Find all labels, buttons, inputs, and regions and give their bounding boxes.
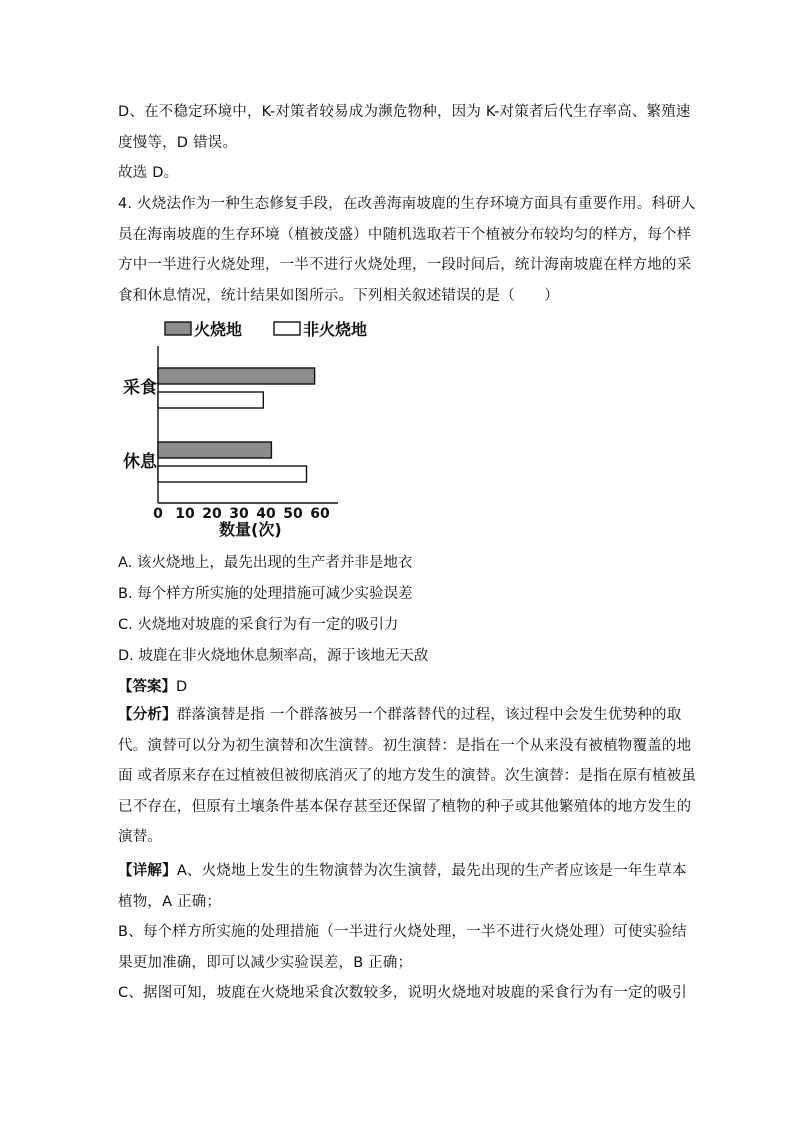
x-axis-label: 数量(次) [219,520,282,539]
bar-chart [118,316,368,546]
bars-group [158,368,315,482]
bar-burned-1 [158,442,271,458]
legend-swatch-unburned [274,322,300,335]
text-line: 方中一半进行火烧处理，一半不进行火烧处理，一段时间后，统计海南坡鹿在样方地的采 [118,257,692,273]
legend-swatch-burned [165,322,191,335]
legend-label-burned: 火烧地 [194,320,243,339]
category-labels [123,377,158,472]
question-4-stem [118,189,696,311]
x-tick-label: 30 [229,506,249,522]
prev-explanation-d [118,97,691,158]
prev-conclusion [118,158,678,189]
text-line: 面 或者原来存在过植被但被彻底消灭了的地方发生的演替。次生演替：是指在原有植被虽 [118,768,697,784]
x-tick-label: 20 [202,506,222,522]
text-line: 植物，A 正确； [118,893,222,910]
bar-burned-0 [158,368,315,384]
x-tick-label: 10 [175,506,195,522]
option-a: A. 该火烧地上，最先出现的生产者并非是地衣 [118,555,413,571]
text-line: 食和休息情况，统计结果如图所示。下列相关叙述错误的是（ ） [118,287,559,304]
bar-unburned-1 [158,466,307,482]
text-line: 果更加准确，即可以减少实验误差，B 正确； [118,954,413,971]
legend-label-unburned: 非火烧地 [303,320,368,339]
bar-unburned-0 [158,392,263,408]
text-line [118,700,682,731]
text-line: 4. 火烧法作为一种生态修复手段，在改善海南坡鹿的生存环境方面具有重要作用。科研人 [118,196,696,212]
answer-label: 【答案】 [118,679,176,695]
analysis-label: 【分析】 [118,707,177,723]
text-line: 已不存在，但原有土壤条件基本保存甚至还保留了植物的种子或其他繁殖体的地方发生的 [118,798,692,815]
analysis-text: 群落演替是指 一个群落被另一个群落替代的过程，该过程中会发生优势种的取 [176,707,682,723]
detail-label: 【详解】 [118,863,177,879]
x-tick-label: 40 [256,506,276,522]
text-line: 演替。 [118,829,163,845]
option-d: D. 坡鹿在非火烧地休息频率高，源于该地无天敌 [118,648,429,664]
x-tick-label: 60 [310,506,330,522]
text-line: D、在不稳定环境中，K-对策者较易成为濒危物种，因为 K-对策者后代生存率高、繁殖速 [118,104,691,120]
analysis-section [118,700,697,853]
text-line: 代。演替可以分为初生演替和次生演替。初生演替：是指在一个从来没有被植物覆盖的地 [118,737,692,754]
text-line: 故选 D。 [118,165,179,181]
detail-section [118,856,687,1009]
text-line [118,856,687,887]
text-line: 度慢等，D 错误。 [118,134,238,151]
detail-text: A、火烧地上发生的生物演替为次生演替，最先出现的生产者应该是一年生草本 [176,863,687,879]
bar-chart-svg [118,316,368,546]
answer-value: D [176,679,188,695]
text-line: B、每个样方所实施的处理措施（一半进行火烧处理，一半不进行火烧处理）可使实验结 [118,924,687,940]
text-line: C、据图可知，坡鹿在火烧地采食次数较多，说明火烧地对坡鹿的采食行为有一定的吸引 [118,985,687,1001]
category-label: 采食 [123,378,157,398]
text-line: 员在海南坡鹿的生存环境（植被茂盛）中随机选取若干个植被分布较均匀的样方，每个样 [118,226,692,243]
x-tick-label: 50 [283,506,303,522]
option-c: C. 火烧地对坡鹿的采食行为有一定的吸引力 [118,617,399,633]
option-b: B. 每个样方所实施的处理措施可减少实验误差 [118,586,413,602]
answer-line [118,675,187,696]
x-tick-label: 0 [153,506,163,522]
category-label: 休息 [123,452,157,472]
